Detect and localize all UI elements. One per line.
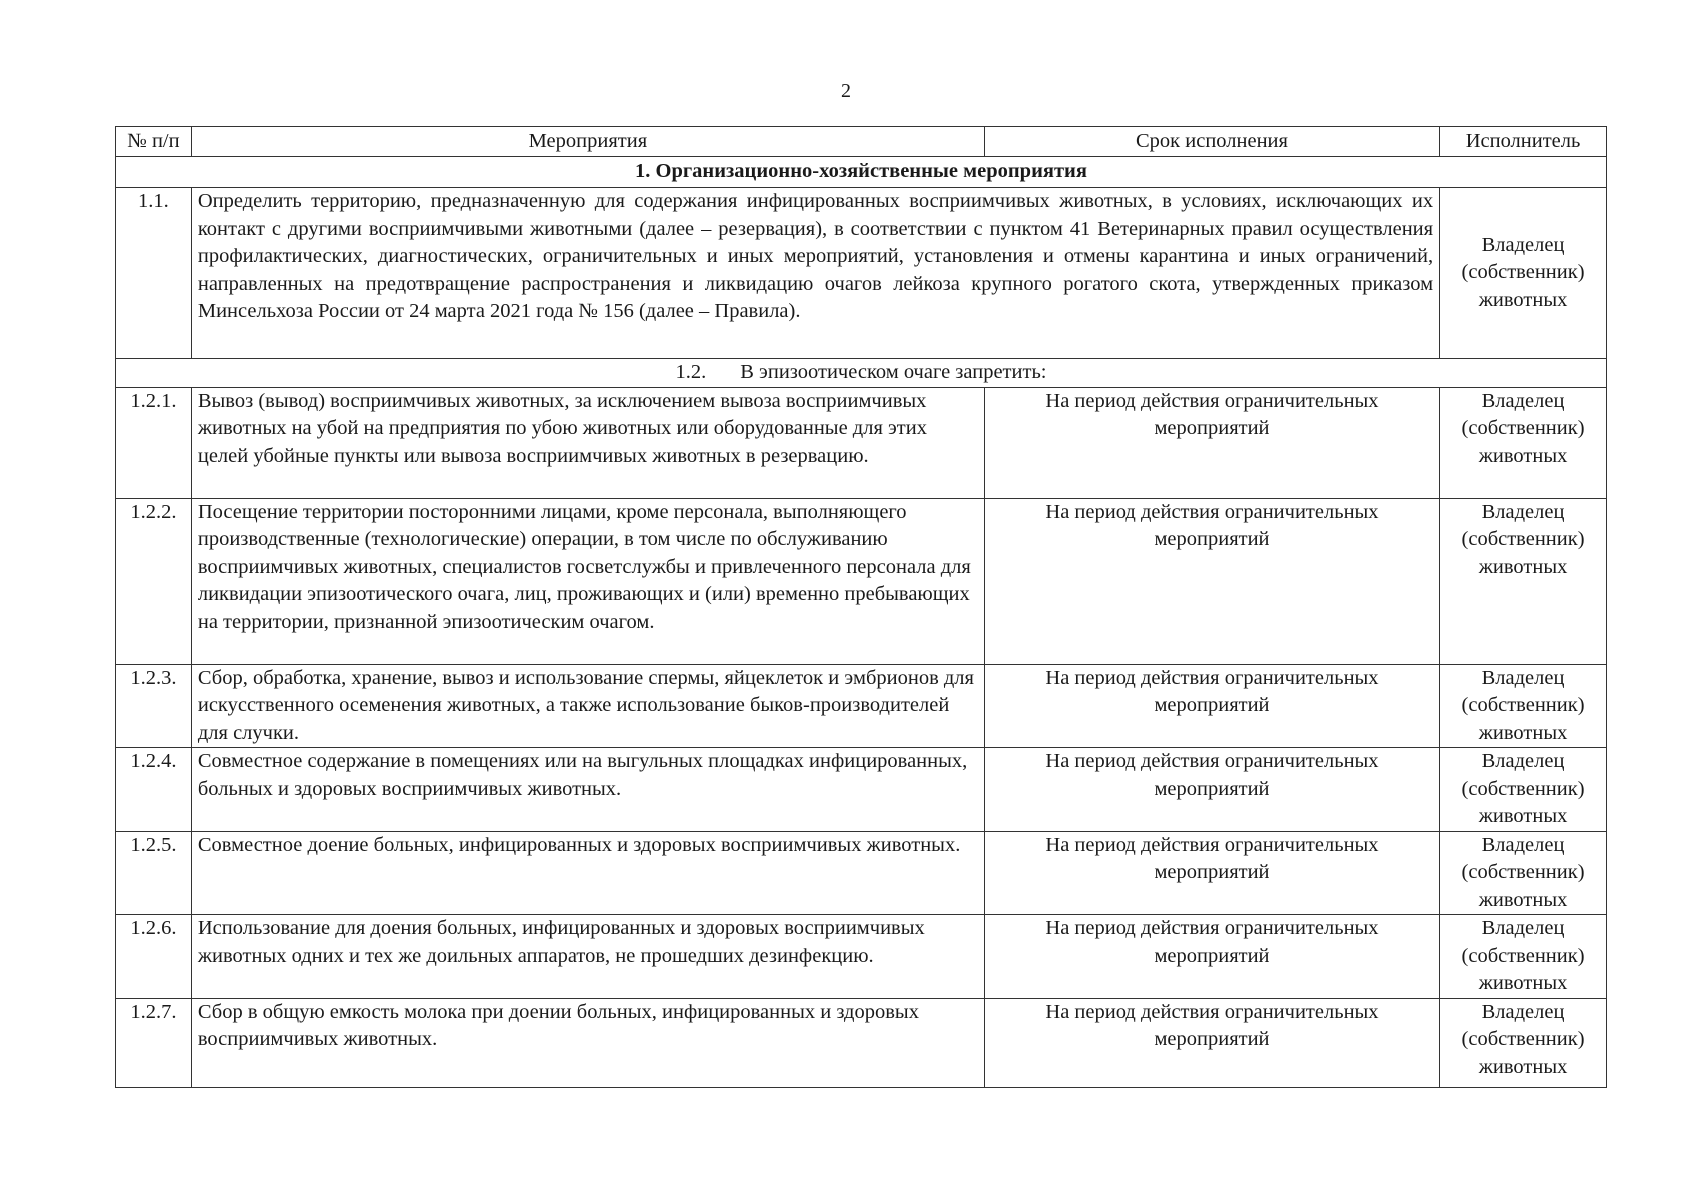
header-term: Срок исполнения <box>984 127 1439 157</box>
section-title-row <box>116 157 1607 188</box>
subsection-row <box>116 359 1607 388</box>
table-row <box>116 188 1607 359</box>
table-row <box>116 998 1607 1087</box>
header-action: Мероприятия <box>191 127 984 157</box>
row-action: Сбор, обработка, хранение, вывоз и использование спермы, яйцеклеток и эмбрионов для искусственного осеменения животных, а также использование быков-производителей для случки. <box>191 664 984 748</box>
row-num: 1.2.7. <box>116 998 192 1087</box>
row-executor: Владелец (собственник) животных <box>1440 748 1607 832</box>
row-num: 1.2.4. <box>116 748 192 832</box>
row-term: На период действия ограничительных мероприятий <box>984 998 1439 1087</box>
page-number: 2 <box>841 80 851 102</box>
table-row <box>116 748 1607 832</box>
row-term: На период действия ограничительных мероприятий <box>984 387 1439 498</box>
row-action: Сбор в общую емкость молока при доении больных, инфицированных и здоровых восприимчивых животных. <box>191 998 984 1087</box>
row-term: На период действия ограничительных мероприятий <box>984 748 1439 832</box>
row-action: Посещение территории посторонними лицами, кроме персонала, выполняющего производственные (технологические) операции, в том числе по обслуживанию восприимчивых животных, специалистов госветслужбы и привлеченного персонала для ликвидации эпизоотического очага, лиц, проживающих и (или) временно пребывающих на территории, признанной эпизоотическим очагом. <box>191 498 984 664</box>
row-executor: Владелец (собственник) животных <box>1440 915 1607 999</box>
row-action: Использование для доения больных, инфицированных и здоровых восприимчивых животных одних и тех же доильных аппаратов, не прошедших дезинфекцию. <box>191 915 984 999</box>
subsection-text: В эпизоотическом очаге запретить: <box>740 361 1047 383</box>
table-row <box>116 831 1607 915</box>
row-action: Совместное доение больных, инфицированных и здоровых восприимчивых животных. <box>191 831 984 915</box>
header-num: № п/п <box>116 127 192 157</box>
row-num: 1.1. <box>116 188 192 359</box>
row-executor: Владелец (собственник) животных <box>1440 387 1607 498</box>
subsection-num: 1.2. <box>675 361 707 383</box>
row-num: 1.2.2. <box>116 498 192 664</box>
row-action: Определить территорию, предназначенную для содержания инфицированных восприимчивых животных, в условиях, исключающих их контакт с другими восприимчивыми животными (далее – резервация), в соответствии с пунктом 41 Ветеринарных правил осуществления профилактических, диагностических, ограничительных и иных мероприятий, установления и отмены карантина и иных ограничений, направленных на предотвращение распространения и ликвидацию очагов лейкоза крупного рогатого скота, утвержденных приказом Минсельхоза России от 24 марта 2021 года № 156 (далее – Правила). <box>191 188 1439 359</box>
row-term: На период действия ограничительных мероприятий <box>984 498 1439 664</box>
table-row <box>116 387 1607 498</box>
row-executor: Владелец (собственник) животных <box>1440 998 1607 1087</box>
table-row <box>116 915 1607 999</box>
row-action: Вывоз (вывод) восприимчивых животных, за исключением вывоза восприимчивых животных на убой на предприятия по убою животных или оборудованные для этих целей убойные пункты или вывоза восприимчивых животных в резервацию. <box>191 387 984 498</box>
subsection-title <box>116 359 1607 388</box>
row-executor: Владелец (собственник) животных <box>1440 831 1607 915</box>
row-num: 1.2.1. <box>116 387 192 498</box>
row-executor: Владелец (собственник) животных <box>1440 498 1607 664</box>
row-action: Совместное содержание в помещениях или на выгульных площадках инфицированных, больных и здоровых восприимчивых животных. <box>191 748 984 832</box>
row-term: На период действия ограничительных мероприятий <box>984 915 1439 999</box>
table-header-row <box>116 127 1607 157</box>
measures-table <box>115 126 1607 1088</box>
row-num: 1.2.3. <box>116 664 192 748</box>
table-row <box>116 498 1607 664</box>
row-executor: Владелец (собственник) животных <box>1440 188 1607 359</box>
row-executor: Владелец (собственник) животных <box>1440 664 1607 748</box>
row-term: На период действия ограничительных мероприятий <box>984 831 1439 915</box>
section-title: 1. Организационно-хозяйственные мероприятия <box>116 157 1607 188</box>
table-row <box>116 664 1607 748</box>
row-num: 1.2.5. <box>116 831 192 915</box>
row-term: На период действия ограничительных мероприятий <box>984 664 1439 748</box>
row-num: 1.2.6. <box>116 915 192 999</box>
header-executor: Исполнитель <box>1440 127 1607 157</box>
